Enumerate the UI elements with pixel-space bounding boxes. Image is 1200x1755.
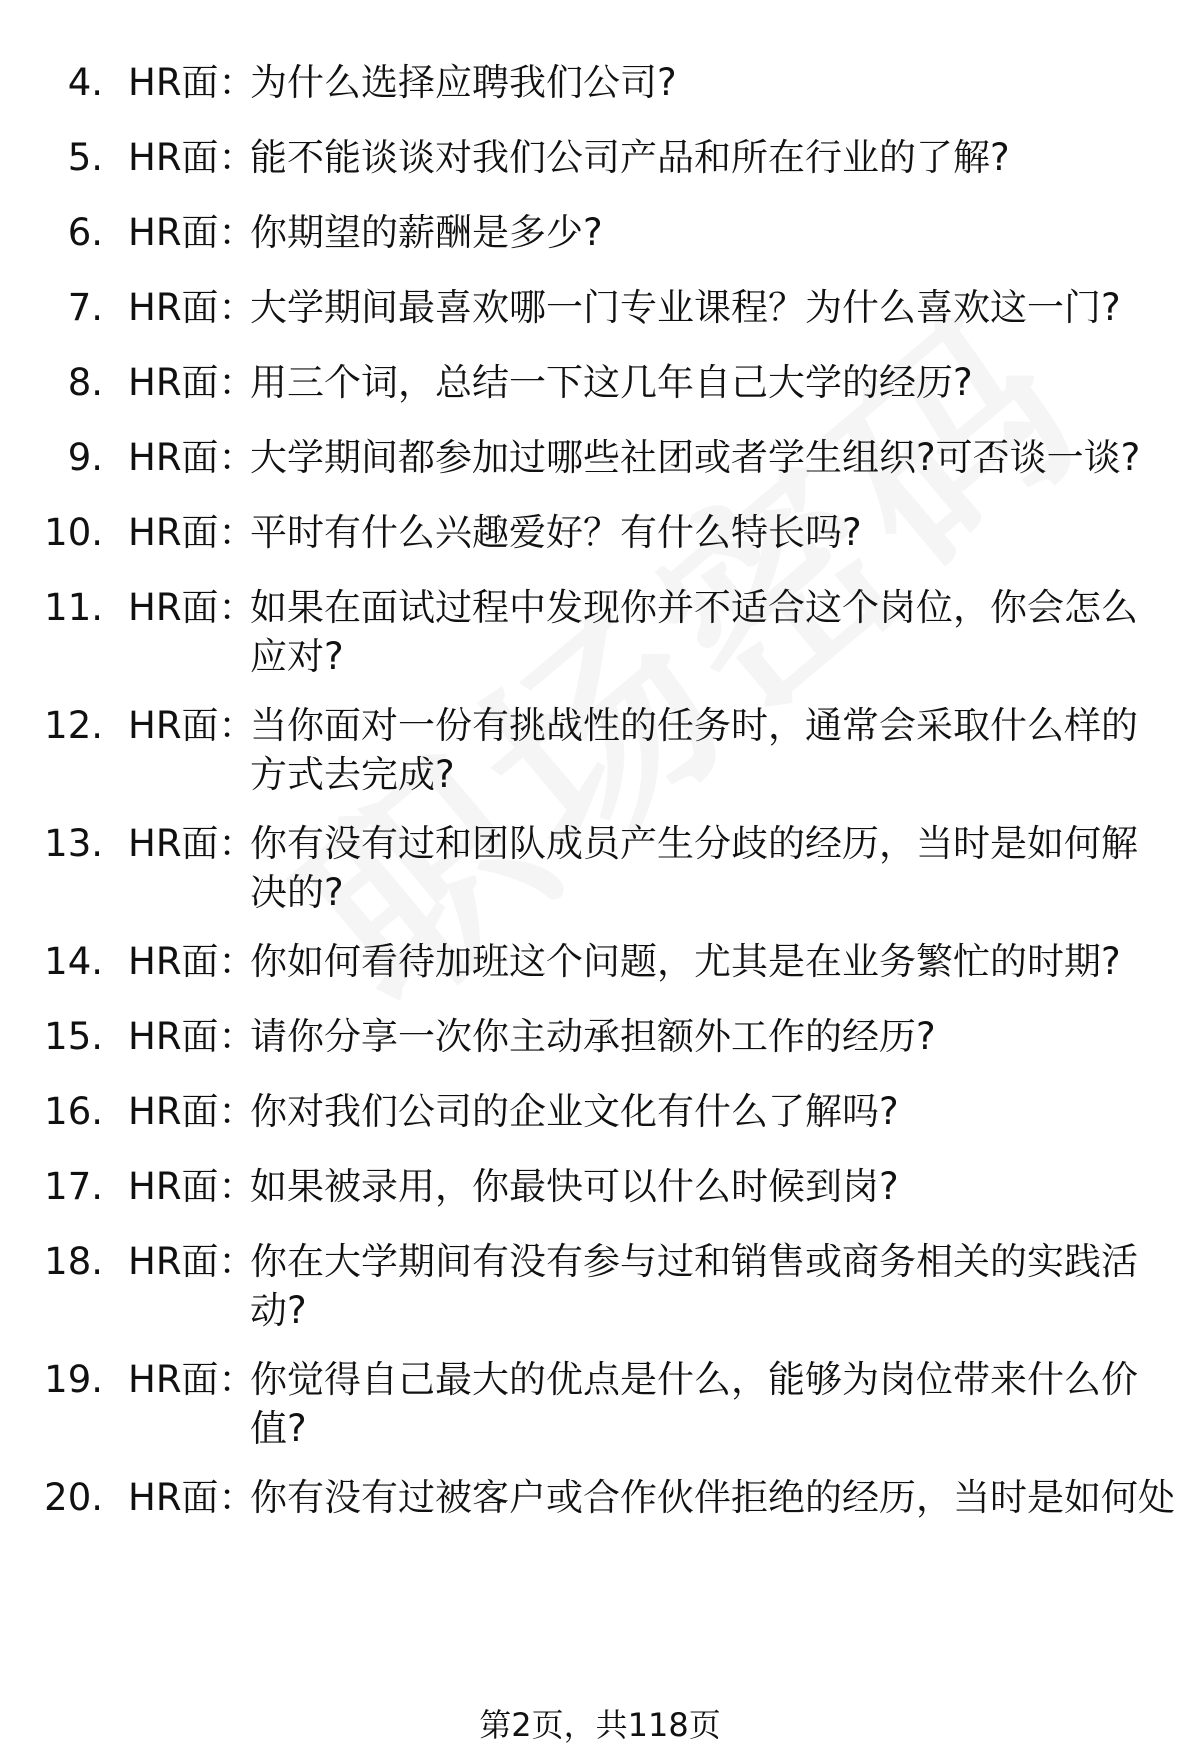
question-prefix: HR面： xyxy=(128,1476,256,1519)
question-number: 10. xyxy=(44,511,103,554)
question-prefix: HR面： xyxy=(128,1165,256,1208)
question-list xyxy=(0,58,1200,1522)
question-number: 20. xyxy=(44,1476,103,1519)
question-number: 5. xyxy=(67,136,103,179)
question-item xyxy=(0,937,1200,1012)
question-prefix: HR面： xyxy=(128,61,256,104)
question-number: 19. xyxy=(44,1358,103,1401)
question-text: 如果被录用，你最快可以什么时候到岗? xyxy=(250,1165,899,1208)
question-text: 你如何看待加班这个问题，尤其是在业务繁忙的时期? xyxy=(250,940,1121,983)
question-text: 用三个词，总结一下这几年自己大学的经历? xyxy=(250,361,973,404)
question-number: 16. xyxy=(44,1090,103,1133)
question-text: 你有没有过被客户或合作伙伴拒绝的经历，当时是如何处 xyxy=(250,1476,1175,1519)
question-item xyxy=(0,1473,1200,1522)
question-item xyxy=(0,1355,1200,1473)
question-text: 能不能谈谈对我们公司产品和所在行业的了解? xyxy=(250,136,1010,179)
question-item xyxy=(0,283,1200,358)
question-prefix: HR面： xyxy=(128,1015,256,1058)
question-text: 大学期间都参加过哪些社团或者学生组织?可否谈一谈? xyxy=(250,436,1141,479)
question-number: 9. xyxy=(67,436,103,479)
question-number: 12. xyxy=(44,704,103,747)
question-item xyxy=(0,208,1200,283)
question-number: 18. xyxy=(44,1240,103,1283)
question-text: 你对我们公司的企业文化有什么了解吗? xyxy=(250,1090,899,1133)
question-text: 当你面对一份有挑战性的任务时，通常会采取什么样的方式去完成? xyxy=(250,704,1138,796)
question-item xyxy=(0,1237,1200,1355)
question-item xyxy=(0,583,1200,701)
question-number: 15. xyxy=(44,1015,103,1058)
question-prefix: HR面： xyxy=(128,1358,256,1401)
question-prefix: HR面： xyxy=(128,511,256,554)
question-number: 11. xyxy=(44,586,103,629)
question-item xyxy=(0,1012,1200,1087)
question-text: 你有没有过和团队成员产生分歧的经历，当时是如何解决的? xyxy=(250,822,1138,914)
question-prefix: HR面： xyxy=(128,136,256,179)
question-text: 你觉得自己最大的优点是什么，能够为岗位带来什么价值? xyxy=(250,1358,1138,1450)
question-item xyxy=(0,358,1200,433)
question-prefix: HR面： xyxy=(128,822,256,865)
question-text: 请你分享一次你主动承担额外工作的经历? xyxy=(250,1015,936,1058)
question-prefix: HR面： xyxy=(128,1240,256,1283)
question-text: 你在大学期间有没有参与过和销售或商务相关的实践活动? xyxy=(250,1240,1138,1332)
question-number: 8. xyxy=(67,361,103,404)
question-prefix: HR面： xyxy=(128,436,256,479)
question-item xyxy=(0,508,1200,583)
question-item xyxy=(0,819,1200,937)
question-prefix: HR面： xyxy=(128,286,256,329)
question-item xyxy=(0,701,1200,819)
question-prefix: HR面： xyxy=(128,211,256,254)
question-item xyxy=(0,1087,1200,1162)
question-text: 大学期间最喜欢哪一门专业课程？为什么喜欢这一门? xyxy=(250,286,1121,329)
question-item xyxy=(0,133,1200,208)
question-number: 17. xyxy=(44,1165,103,1208)
question-text: 你期望的薪酬是多少? xyxy=(250,211,603,254)
question-prefix: HR面： xyxy=(128,361,256,404)
question-number: 7. xyxy=(67,286,103,329)
question-item xyxy=(0,1162,1200,1237)
page-footer: 第2页，共118页 xyxy=(0,1705,1200,1745)
question-item xyxy=(0,58,1200,133)
question-prefix: HR面： xyxy=(128,704,256,747)
question-prefix: HR面： xyxy=(128,586,256,629)
question-number: 13. xyxy=(44,822,103,865)
question-text: 为什么选择应聘我们公司? xyxy=(250,61,677,104)
question-number: 6. xyxy=(67,211,103,254)
question-item xyxy=(0,433,1200,508)
question-number: 4. xyxy=(67,61,103,104)
question-text: 如果在面试过程中发现你并不适合这个岗位，你会怎么应对? xyxy=(250,586,1138,678)
question-prefix: HR面： xyxy=(128,1090,256,1133)
question-text: 平时有什么兴趣爱好？有什么特长吗? xyxy=(250,511,862,554)
question-number: 14. xyxy=(44,940,103,983)
question-prefix: HR面： xyxy=(128,940,256,983)
